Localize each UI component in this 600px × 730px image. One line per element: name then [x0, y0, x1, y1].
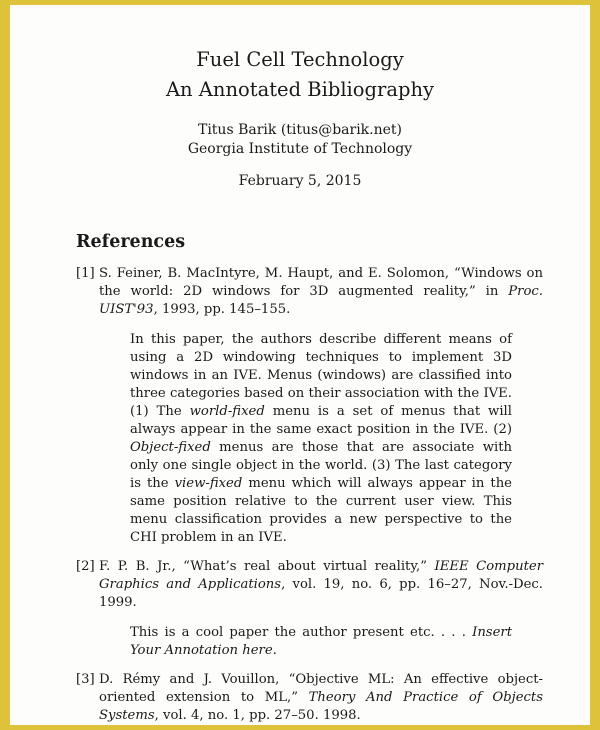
reference-list: [10, 265, 590, 730]
author-name: Titus Barik (titus@barik.net): [197, 122, 403, 138]
author-block: [10, 121, 590, 159]
document-subtitle: An Annotated Bibliography: [165, 78, 435, 101]
citation-authors-title: S. Feiner, B. MacIntyre, M. Haupt, and E. Solomon, “Windows on the world: 2D windows for 3D augmented reality,” in: [99, 266, 543, 299]
title-block: [10, 45, 590, 191]
reference-citation: [99, 671, 543, 725]
citation-details: , vol. 19, no. 6, pp. 16–27, Nov.-Dec. 1999.: [99, 577, 544, 610]
reference-number: [3]: [76, 672, 95, 687]
author-institution: Georgia Institute of Technology: [187, 141, 413, 157]
reference-item-1: [10, 265, 590, 547]
annotation-text: menu is a set of menus that will always appear in the same exact position in the IVE. (2): [130, 404, 512, 437]
reference-item-2: [10, 558, 590, 660]
annotation-text: This is a cool paper the author present etc. . . .: [130, 625, 473, 640]
citation-venue: Theory And Practice of Objects Systems: [99, 690, 543, 723]
annotation-emphasis: view-fixed: [174, 476, 243, 491]
document-date: February 5, 2015: [238, 173, 362, 189]
reference-annotation: [130, 624, 512, 660]
annotation-text: menus are those that are associate with only one single object in the world. (3) The last category is the: [130, 440, 512, 491]
document-title: Fuel Cell Technology: [196, 48, 404, 71]
citation-venue: Proc. UIST'93: [99, 284, 543, 317]
reference-number: [2]: [76, 559, 95, 574]
citation-authors-title: D. Rémy and J. Vouillon, “Objective ML: An effective object-oriented extension to ML,”: [99, 672, 543, 705]
reference-item-3: [10, 671, 590, 725]
annotation-emphasis: world-fixed: [189, 404, 265, 419]
document-page: [10, 5, 590, 725]
section-heading-references: References: [76, 232, 186, 252]
annotation-emphasis: Insert Your Annotation here.: [130, 625, 512, 658]
citation-details: , 1993, pp. 145–155.: [153, 302, 291, 317]
citation-venue: IEEE Computer Graphics and Applications: [99, 559, 543, 592]
citation-authors-title: F. P. B. Jr., “What’s real about virtual reality,”: [99, 559, 435, 574]
reference-citation: [99, 265, 543, 319]
reference-annotation: [130, 331, 512, 547]
citation-details: , vol. 4, no. 1, pp. 27–50. 1998.: [154, 708, 361, 723]
annotation-text: menu which will always appear in the same position relative to the current user view. This menu classification provides a new perspective to the CHI problem in an IVE.: [130, 476, 512, 545]
annotation-emphasis: Object-fixed: [130, 440, 211, 455]
reference-citation: [99, 558, 543, 612]
reference-number: [1]: [76, 266, 95, 281]
annotation-text: In this paper, the authors describe different means of using a 2D windowing techniques to implement 3D windows in an IVE. Menus (windows) are classified into three categories based on their association with the IVE. (1) The: [130, 332, 512, 419]
